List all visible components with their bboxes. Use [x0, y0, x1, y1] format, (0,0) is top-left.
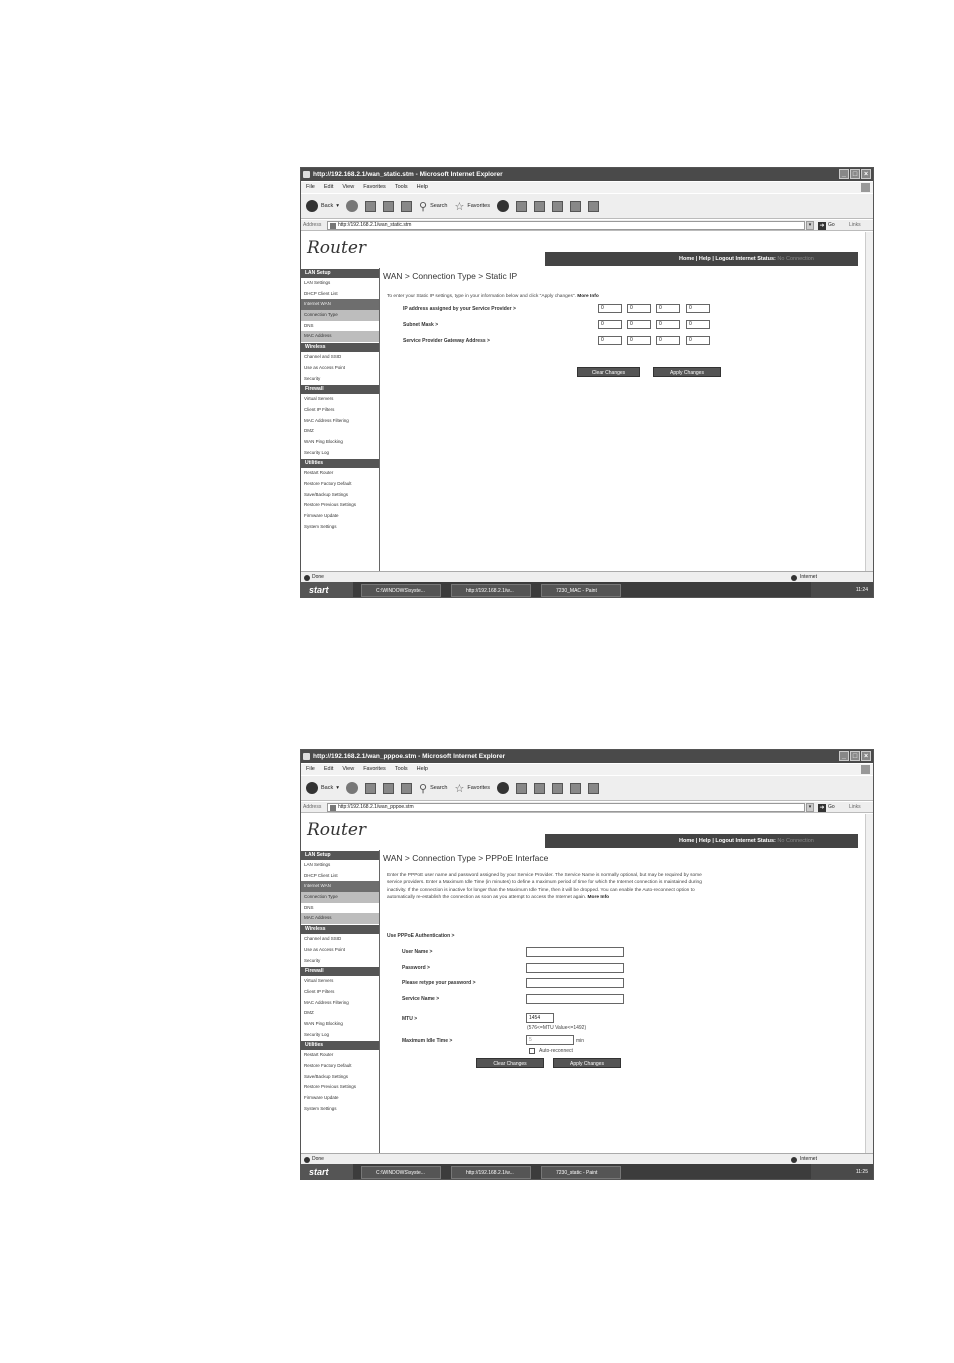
sidebar-item-mac-address-filtering[interactable]: MAC Address Filtering	[304, 999, 349, 1005]
subnet-octet-3[interactable]: 0	[656, 320, 680, 329]
sidebar-item-mac-address[interactable]: MAC Address	[301, 913, 379, 924]
more-info-link[interactable]: More Info	[587, 895, 610, 901]
intro-text: To enter your Static IP settings, type in your information below and click "Apply changes". More Info	[387, 294, 599, 299]
menu-edit[interactable]: Edit	[323, 766, 334, 772]
sidebar-item-connection-type[interactable]: Connection Type	[301, 892, 379, 903]
sidebar-item-security[interactable]: Security	[304, 957, 321, 963]
idle-time-label: Maximum Idle Time >	[402, 1038, 453, 1044]
sidebar-item-dmz[interactable]: DMZ	[304, 428, 314, 434]
print-button[interactable]	[534, 201, 545, 212]
windows-flag-icon	[861, 183, 870, 192]
sidebar-item-security-log[interactable]: Security Log	[304, 449, 330, 455]
subnet-octet-1[interactable]: 0	[598, 320, 622, 329]
taskbar-item-paint[interactable]: 7230_MAC - Paint	[541, 584, 621, 597]
page-done-icon	[304, 575, 310, 581]
home-button[interactable]	[401, 201, 412, 212]
sidebar-item-dmz[interactable]: DMZ	[304, 1010, 314, 1016]
sidebar-item-use-as-access-point[interactable]: Use as Access Point	[304, 946, 346, 952]
sidebar-item-save-backup-settings[interactable]: Save/Backup Settings	[304, 491, 349, 497]
minimize-button[interactable]: _	[839, 751, 849, 761]
menu-bar	[301, 182, 873, 193]
top-nav-links[interactable]: Home | Help | Logout Internet Status:	[679, 838, 776, 844]
minimize-button[interactable]: _	[839, 169, 849, 179]
ip-octet-2[interactable]: 0	[627, 304, 651, 313]
top-nav	[545, 252, 858, 266]
main-content	[381, 268, 867, 571]
taskbar	[301, 582, 873, 598]
service-name-label: Service Name >	[402, 996, 440, 1002]
taskbar-item-browser[interactable]: http://192.168.2.1/w...	[451, 1166, 531, 1179]
sidebar-item-restore-previous-settings[interactable]: Restore Previous Settings	[304, 502, 357, 508]
back-arrow-icon	[306, 200, 318, 212]
sidebar-menu	[301, 268, 380, 571]
back-arrow-icon	[306, 782, 318, 794]
page-done-icon	[304, 1157, 310, 1163]
address-label: Address	[303, 804, 322, 810]
sidebar-item-restart-router[interactable]: Restart Router	[304, 1052, 334, 1058]
idle-time-unit: min	[576, 1038, 585, 1044]
sidebar-item-lan-settings[interactable]: LAN Settings	[304, 862, 331, 867]
ip-octet-3[interactable]: 0	[656, 304, 680, 313]
page-viewport	[301, 814, 867, 1153]
clock: 11:25	[855, 1169, 868, 1175]
forward-button[interactable]	[346, 200, 358, 212]
page-title: WAN > Connection Type > PPPoE Interface	[383, 853, 549, 863]
sidebar-item-internet-wan[interactable]: Internet WAN	[301, 881, 379, 892]
browser-toolbar	[301, 776, 873, 801]
sidebar-item-restore-previous-settings[interactable]: Restore Previous Settings	[304, 1084, 357, 1090]
top-nav	[545, 834, 858, 848]
back-button[interactable]: Back ▾	[306, 782, 339, 794]
browser-toolbar	[301, 194, 873, 219]
discuss-button[interactable]	[570, 201, 581, 212]
go-arrow-icon: ➜	[819, 804, 825, 811]
address-input[interactable]: http://192.168.2.1/wan_static.stm	[327, 221, 805, 230]
sidebar-item-virtual-servers[interactable]: Virtual Servers	[304, 396, 334, 402]
internet-zone-icon	[791, 575, 797, 581]
taskbar-item-cmd[interactable]: C:\WINDOWS\syste...	[361, 584, 441, 597]
router-logo: Router	[307, 820, 367, 840]
menu-help[interactable]: Help	[416, 184, 428, 190]
sidebar-item-dhcp-client-list[interactable]: DHCP Client List	[304, 290, 338, 296]
menu-tools[interactable]: Tools	[394, 766, 408, 772]
search-button[interactable]: ⚲ Search	[419, 782, 448, 795]
taskbar-item-cmd[interactable]: C:\WINDOWS\syste...	[361, 1166, 441, 1179]
home-button[interactable]	[401, 783, 412, 794]
sidebar-item-security-log[interactable]: Security Log	[304, 1031, 330, 1037]
address-dropdown[interactable]: ▾	[806, 221, 814, 230]
apply-changes-button[interactable]: Apply Changes	[553, 1058, 621, 1068]
menu-edit[interactable]: Edit	[323, 184, 334, 190]
sidebar-section-heading: Wireless	[301, 343, 379, 352]
clear-changes-button[interactable]: Clear Changes	[476, 1058, 544, 1068]
sidebar-section-heading: LAN Setup	[301, 269, 379, 278]
static-ip-screenshot	[300, 167, 874, 598]
status-text: Done	[312, 574, 324, 580]
edit-button[interactable]	[552, 201, 563, 212]
gateway-label: Service Provider Gateway Address >	[403, 338, 490, 344]
sidebar-section-heading: LAN Setup	[301, 851, 379, 860]
sidebar-item-firmware-update[interactable]: Firmware Update	[304, 1095, 339, 1101]
ip-address-label: IP address assigned by your Service Provider >	[403, 306, 516, 312]
password-label: Password >	[402, 965, 430, 971]
maximize-button[interactable]: □	[850, 751, 860, 761]
sidebar-item-restore-factory-default[interactable]: Restore Factory Default	[304, 481, 352, 486]
status-text: Done	[312, 1156, 324, 1162]
favorites-button[interactable]: ☆ Favorites	[454, 200, 490, 213]
menu-bar	[301, 764, 873, 775]
system-tray	[811, 582, 873, 598]
stop-button[interactable]	[365, 201, 376, 212]
window-title: http://192.168.2.1/wan_pppoe.stm - Microsoft Internet Explorer	[313, 753, 506, 760]
menu-favorites[interactable]: Favorites	[363, 766, 386, 772]
gateway-octet-4[interactable]: 0	[686, 336, 710, 345]
sidebar-item-dns[interactable]: DNS	[304, 904, 314, 910]
sidebar-item-restart-router[interactable]: Restart Router	[304, 470, 334, 476]
subnet-octet-4[interactable]: 0	[686, 320, 710, 329]
page-icon	[330, 805, 336, 811]
messenger-button[interactable]	[588, 783, 599, 794]
ip-octet-1[interactable]: 0	[598, 304, 622, 313]
user-name-label: User Name >	[402, 949, 433, 955]
star-icon: ☆	[454, 200, 465, 213]
forward-button[interactable]	[346, 782, 358, 794]
window-title-bar	[301, 168, 873, 181]
search-button[interactable]: ⚲ Search	[419, 200, 448, 213]
favorites-button[interactable]: ☆ Favorites	[454, 782, 490, 795]
menu-favorites[interactable]: Favorites	[363, 184, 386, 190]
sidebar-item-virtual-servers[interactable]: Virtual Servers	[304, 978, 334, 984]
sidebar-item-internet-wan[interactable]: Internet WAN	[301, 299, 379, 310]
sidebar-item-dhcp-client-list[interactable]: DHCP Client List	[304, 872, 338, 878]
sidebar-section-heading: Utilities	[301, 1041, 379, 1050]
password-input[interactable]	[526, 963, 624, 973]
clock: 11:24	[855, 587, 868, 593]
close-button[interactable]: ×	[861, 751, 871, 761]
page-icon	[330, 223, 336, 229]
mtu-label: MTU >	[402, 1016, 418, 1022]
internet-status-value: No Connection	[777, 838, 814, 844]
sidebar-item-use-as-access-point[interactable]: Use as Access Point	[304, 364, 346, 370]
sidebar-section-heading: Firewall	[301, 385, 379, 394]
mail-button[interactable]	[516, 783, 527, 794]
history-button[interactable]	[497, 200, 509, 212]
menu-help[interactable]: Help	[416, 766, 428, 772]
status-bar	[301, 1153, 873, 1164]
idle-time-input[interactable]: 5	[526, 1035, 574, 1045]
window-title-bar	[301, 750, 873, 763]
mtu-input[interactable]: 1454	[526, 1013, 554, 1023]
links-label[interactable]: Links	[849, 804, 861, 810]
sidebar-item-wan-ping-blocking[interactable]: WAN Ping Blocking	[304, 438, 343, 444]
ie-icon	[303, 753, 310, 760]
intro-text: Enter the PPPoE user name and password assigned by your Service Provider. The Service Name is normally optional, but may be required by some service providers. Enter a Maximum Idle Time (in minutes) to define a maximum period of time for which the Internet connection is maintained during inactivity. If the connection is inactive for longer than the Maximum Idle Time, then it will be dropped. You can enable the Auto-reconnect option to automatically re-establish the connection as soon as you attempt to access the Internet again. More Info	[387, 873, 702, 901]
sidebar-item-system-settings[interactable]: System Settings	[304, 1105, 337, 1111]
ip-octet-4[interactable]: 0	[686, 304, 710, 313]
taskbar	[301, 1164, 873, 1180]
clear-changes-button[interactable]: Clear Changes	[577, 367, 640, 377]
gateway-octet-2[interactable]: 0	[627, 336, 651, 345]
taskbar-item-browser[interactable]: http://192.168.2.1/w...	[451, 584, 531, 597]
menu-view[interactable]: View	[342, 184, 355, 190]
sidebar-item-client-ip-filters[interactable]: Client IP Filters	[304, 406, 335, 412]
retype-password-label: Please retype your password >	[402, 980, 476, 986]
search-icon: ⚲	[419, 782, 428, 795]
sidebar-item-system-settings[interactable]: System Settings	[304, 523, 337, 529]
top-nav-links[interactable]: Home | Help | Logout Internet Status:	[679, 256, 776, 262]
ie-icon	[303, 171, 310, 178]
zone-text: Internet	[800, 574, 817, 580]
system-tray	[811, 1164, 873, 1180]
mail-button[interactable]	[516, 201, 527, 212]
more-info-link[interactable]: More Info	[577, 294, 599, 299]
windows-flag-icon	[861, 765, 870, 774]
maximize-button[interactable]: □	[850, 169, 860, 179]
sidebar-item-save-backup-settings[interactable]: Save/Backup Settings	[304, 1073, 349, 1079]
edit-button[interactable]	[552, 783, 563, 794]
go-button[interactable]: ➜ Go	[819, 222, 835, 229]
links-label[interactable]: Links	[849, 222, 861, 228]
pppoe-screenshot	[300, 749, 874, 1180]
menu-view[interactable]: View	[342, 766, 355, 772]
apply-changes-button[interactable]: Apply Changes	[653, 367, 721, 377]
star-icon: ☆	[454, 782, 465, 795]
sidebar-item-wan-ping-blocking[interactable]: WAN Ping Blocking	[304, 1020, 343, 1026]
sidebar-item-lan-settings[interactable]: LAN Settings	[304, 280, 331, 285]
auto-reconnect-label: Auto-reconnect	[539, 1048, 573, 1054]
zone-text: Internet	[800, 1156, 817, 1162]
refresh-button[interactable]	[383, 201, 394, 212]
status-bar	[301, 571, 873, 582]
history-button[interactable]	[497, 782, 509, 794]
sidebar-section-heading: Wireless	[301, 925, 379, 934]
internet-status-value: No Connection	[777, 256, 814, 262]
start-button[interactable]: start	[301, 1164, 353, 1180]
print-button[interactable]	[534, 783, 545, 794]
user-name-input[interactable]	[526, 947, 624, 957]
menu-file[interactable]: File	[306, 184, 315, 190]
sidebar-item-security[interactable]: Security	[304, 375, 321, 381]
start-button[interactable]: start	[301, 582, 353, 598]
gateway-octet-1[interactable]: 0	[598, 336, 622, 345]
gateway-octet-3[interactable]: 0	[656, 336, 680, 345]
taskbar-item-paint[interactable]: 7230_static - Paint	[541, 1166, 621, 1179]
back-button[interactable]: Back ▾	[306, 200, 339, 212]
subnet-octet-2[interactable]: 0	[627, 320, 651, 329]
use-auth-label: Use PPPoE Authentication >	[387, 933, 455, 939]
address-input[interactable]: http://192.168.2.1/wan_pppoe.stm	[327, 803, 805, 812]
subnet-mask-label: Subnet Mask >	[403, 322, 439, 328]
page-viewport	[301, 232, 867, 571]
sidebar-item-mac-address[interactable]: MAC Address	[301, 331, 379, 342]
sidebar-section-heading: Firewall	[301, 967, 379, 976]
sidebar-section-heading: Utilities	[301, 459, 379, 468]
menu-file[interactable]: File	[306, 766, 315, 772]
sidebar-item-restore-factory-default[interactable]: Restore Factory Default	[304, 1063, 352, 1068]
sidebar-menu	[301, 850, 380, 1153]
retype-password-input[interactable]	[526, 978, 624, 988]
auto-reconnect-checkbox[interactable]	[529, 1048, 535, 1054]
sidebar-item-firmware-update[interactable]: Firmware Update	[304, 513, 339, 519]
sidebar-item-client-ip-filters[interactable]: Client IP Filters	[304, 988, 335, 994]
go-button[interactable]: ➜ Go	[819, 804, 835, 811]
sidebar-item-dns[interactable]: DNS	[304, 322, 314, 328]
sidebar-item-channel-and-ssid[interactable]: Channel and SSID	[304, 354, 342, 360]
sidebar-item-channel-and-ssid[interactable]: Channel and SSID	[304, 936, 342, 942]
close-button[interactable]: ×	[861, 169, 871, 179]
window-title: http://192.168.2.1/wan_static.stm - Microsoft Internet Explorer	[313, 171, 503, 178]
stop-button[interactable]	[365, 783, 376, 794]
messenger-button[interactable]	[588, 201, 599, 212]
go-arrow-icon: ➜	[819, 222, 825, 229]
vertical-scrollbar[interactable]	[865, 232, 873, 571]
sidebar-item-mac-address-filtering[interactable]: MAC Address Filtering	[304, 417, 349, 423]
service-name-input[interactable]	[526, 994, 624, 1004]
search-icon: ⚲	[419, 200, 428, 213]
address-label: Address	[303, 222, 322, 228]
address-dropdown[interactable]: ▾	[806, 803, 814, 812]
sidebar-item-connection-type[interactable]: Connection Type	[301, 310, 379, 321]
refresh-button[interactable]	[383, 783, 394, 794]
address-bar	[301, 220, 873, 231]
internet-zone-icon	[791, 1157, 797, 1163]
menu-tools[interactable]: Tools	[394, 184, 408, 190]
discuss-button[interactable]	[570, 783, 581, 794]
main-content	[381, 850, 867, 1153]
address-bar	[301, 802, 873, 813]
page-title: WAN > Connection Type > Static IP	[383, 271, 518, 281]
mtu-hint: (576<=MTU Value<=1492)	[527, 1025, 587, 1031]
vertical-scrollbar[interactable]	[865, 814, 873, 1153]
router-logo: Router	[307, 238, 367, 258]
